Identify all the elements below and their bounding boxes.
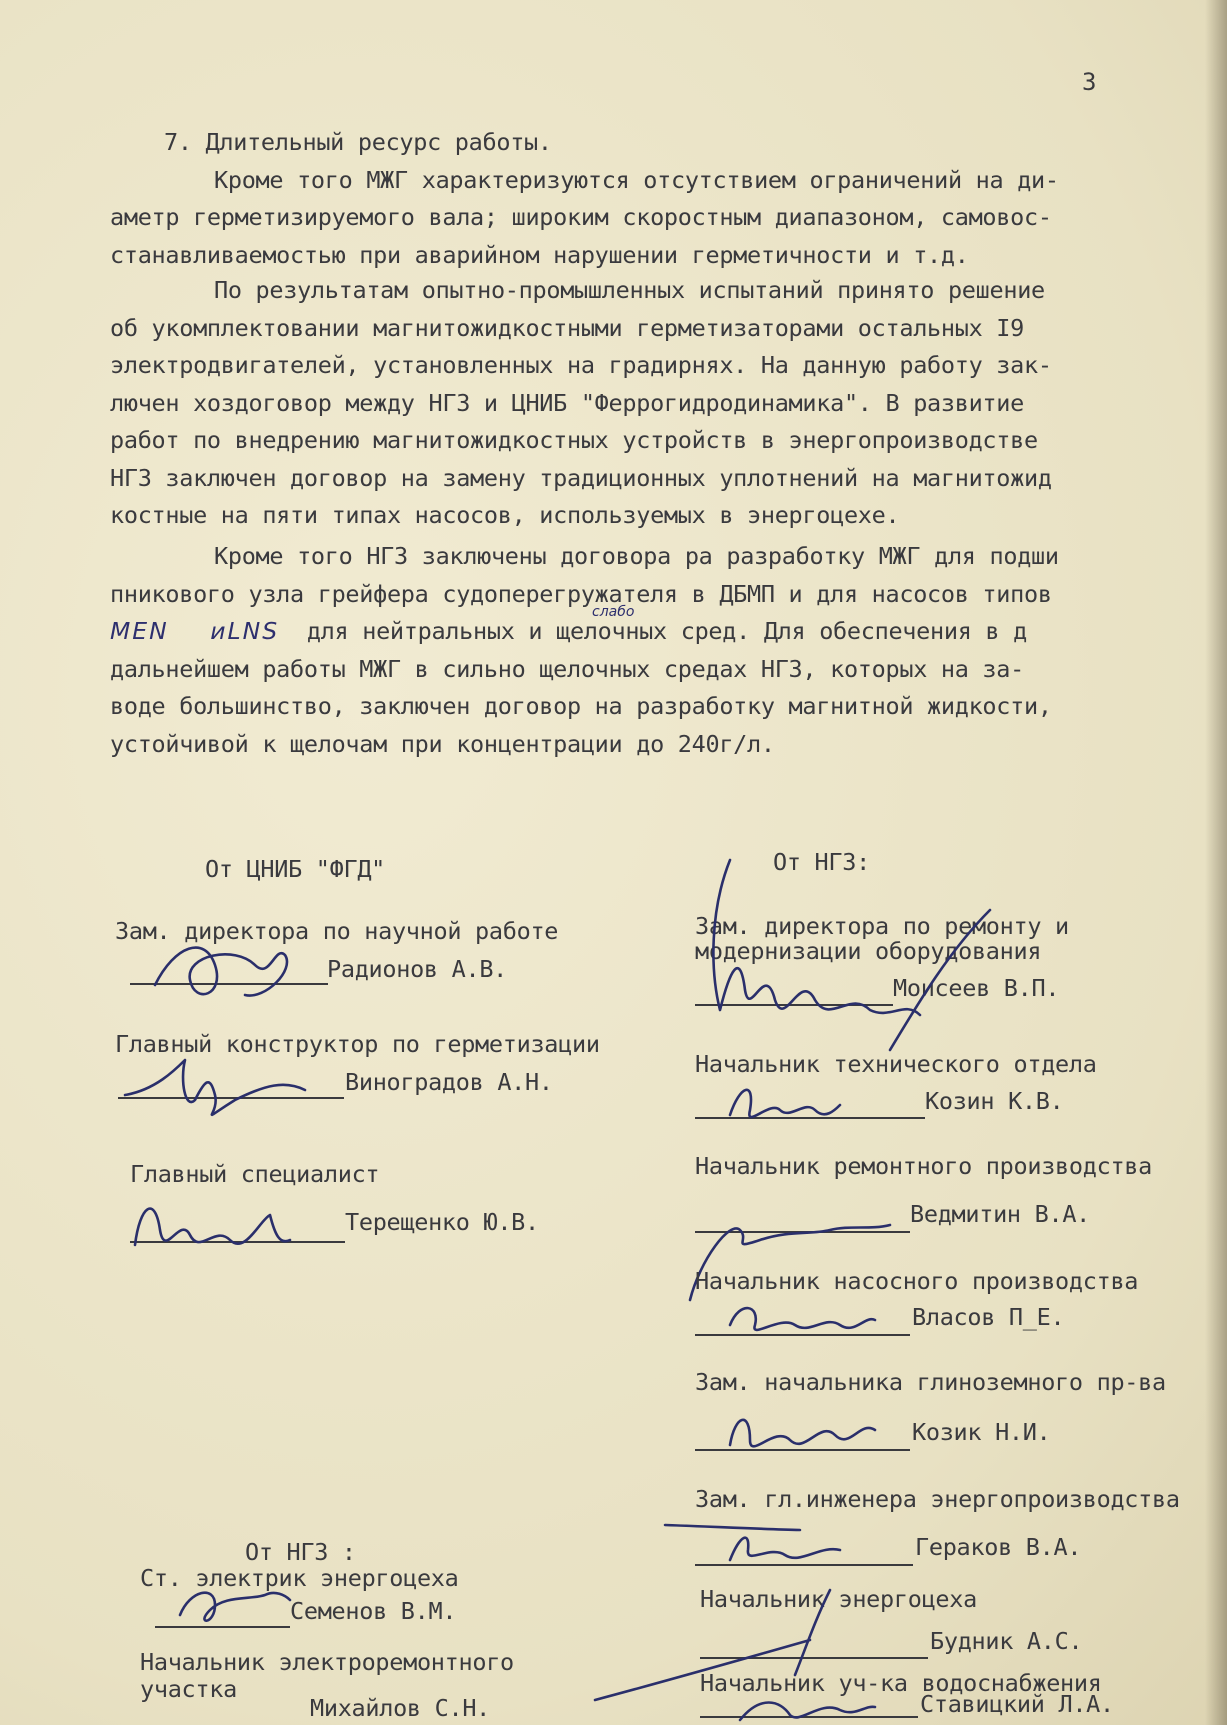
signature-vinogradov (115, 1040, 315, 1135)
text-line: дальнейшем работы МЖГ в сильно щелочных средах НГЗ, которых на за- (110, 654, 1024, 683)
paragraph-3 (110, 538, 1150, 763)
signer-name: Ставицкий Л.А. (920, 1690, 1114, 1718)
page-number: 3 (1082, 68, 1097, 96)
signer-title: Начальник ремонтного производства (695, 1152, 1152, 1180)
text-line: Кроме того МЖГ характеризуются отсутствием ограничений на ди- (214, 165, 1059, 194)
signer-title: Зам. директора по ремонту и (695, 912, 1069, 940)
signer-name: Михайлов С.Н. (310, 1694, 491, 1722)
left-bottom-header: От НГЗ : (245, 1538, 356, 1566)
signer-title-2: участка (140, 1675, 237, 1703)
signature-gerakov (660, 1515, 900, 1575)
handwritten-men: MEN (110, 617, 169, 645)
handwritten-lns: LNS (227, 617, 280, 645)
signer-name: Семенов В.М. (290, 1597, 457, 1625)
text-line: Кроме того НГЗ заключены договора ра разработку МЖГ для подши (214, 542, 1059, 570)
signer-name: Терещенко Ю.В. (345, 1208, 539, 1236)
signer-name: Радионов А.В. (327, 955, 508, 983)
text-line: По результатам опытно-промышленных испытаний принято решение (214, 276, 1045, 304)
signer-name: Гераков В.А. (915, 1533, 1082, 1561)
signer-name: Козик Н.И. (912, 1418, 1051, 1446)
text-line: аметр герметизируемого вала; широким скоростным диапазоном, самовос- (110, 203, 1052, 231)
page-edge-shadow (1205, 0, 1227, 1725)
signer-title: Ст. электрик энергоцеха (140, 1564, 459, 1592)
signer-title: Начальник уч-ка водоснабжения (700, 1669, 1102, 1697)
signature-kozin (720, 1070, 850, 1130)
paragraph-1 (110, 124, 1150, 274)
signature-semenov (170, 1575, 300, 1635)
signer-title: Главный специалист (130, 1160, 380, 1188)
signer-title-2: модернизации оборудования (695, 937, 1042, 965)
text-line: об укомплектовании магнитожидкостными герметизаторами остальных I9 (110, 313, 1024, 342)
signer-title: Начальник насосного производства (695, 1267, 1139, 1295)
paragraph-2 (110, 272, 1150, 535)
text-line: электродвигателей, установленных на градирнях. На данную работу зак- (110, 351, 1052, 379)
text-line: лючен хоздоговор между НГЗ и ЦНИБ "Феррогидродинамика". В развитие (110, 388, 1024, 417)
signer-name: Моисеев В.П. (893, 974, 1060, 1002)
text-line: устойчивой к щелочам при концентрации до 240г/л. (110, 729, 775, 758)
signer-name: Ведмитин В.А. (910, 1200, 1091, 1228)
right-header: От НГЗ: (773, 848, 870, 876)
text-line: пникового узла грейфера судоперегружателя в ДБМП и для насосов типов (110, 579, 1052, 608)
signature-radionov (135, 925, 315, 1015)
signer-name: Виноградов А.Н. (345, 1068, 553, 1096)
handwritten-note: слабо (592, 604, 635, 620)
signature-tereshchenko (120, 1185, 300, 1270)
signer-name: Власов П_Е. (912, 1303, 1065, 1331)
left-header: От ЦНИБ "ФГД" (205, 855, 386, 883)
text-line: работ по внедрению магнитожидкостных устройств в энергопроизводстве (110, 426, 1038, 454)
text-line: MEN иLNS для нейтральных и щелочных сред. Для обеспечения в д (110, 617, 1027, 645)
text-line: станавливаемостью при аварийном нарушении герметичности и т.д. (110, 240, 969, 269)
signer-title: Начальник технического отдела (695, 1050, 1097, 1078)
signature-kozik (720, 1400, 880, 1460)
text-line: воде большинство, заключен договор на разработку магнитной жидкости, (110, 692, 1052, 720)
handwritten-and: и (210, 617, 228, 645)
signer-title: Начальник электроремонтного (140, 1648, 514, 1676)
text-line: НГЗ заключен договор на замену традиционных уплотнений на магнитожид (110, 463, 1052, 492)
signer-name: Будник А.С. (930, 1627, 1083, 1655)
signature-vlasov (720, 1290, 880, 1345)
signer-name: Козин К.В. (925, 1087, 1064, 1115)
text-line: костные на пяти типах насосов, используемых в энергоцехе. (110, 501, 900, 529)
signer-title: Зам. гл.инженера энергопроизводства (695, 1485, 1180, 1513)
signer-title: Зам. директора по научной работе (115, 917, 559, 945)
signer-title: Главный конструктор по герметизации (115, 1030, 600, 1058)
signer-title: Начальник энергоцеха (700, 1585, 977, 1613)
text-line: 7. Длительный ресурс работы. (164, 128, 552, 156)
signer-title: Зам. начальника глиноземного пр-ва (695, 1368, 1166, 1396)
signature-stavitsky (730, 1685, 880, 1725)
